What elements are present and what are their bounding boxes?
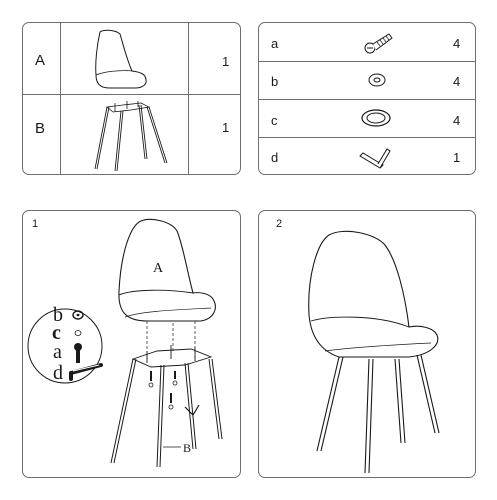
step-2-panel [258,210,476,478]
step-1-seat-label: A [153,261,164,276]
hardware-row-divider-1 [259,61,475,62]
spring-washer-icon [360,108,392,128]
allen-key-icon [357,143,393,171]
hardware-letter-d: d [271,150,279,165]
chair-leg-frame-icon [83,97,173,175]
parts-table-divider-left [60,23,61,174]
hardware-qty-b: 4 [453,74,461,89]
hardware-letter-b: b [271,74,279,89]
parts-table-divider-right [188,23,189,174]
hardware-row-divider-3 [259,137,475,138]
hardware-table [258,22,476,175]
hardware-qty-a: 4 [453,36,461,51]
parts-table [22,22,241,175]
parts-table-row-divider [23,94,240,95]
hardware-row-divider-2 [259,99,475,100]
hardware-letter-a: a [271,36,279,51]
flat-washer-icon [367,72,387,88]
part-letter-a: A [35,52,46,69]
part-qty-b: 1 [222,120,230,135]
chair-seat-shell-icon [83,27,173,93]
part-qty-a: 1 [222,54,230,69]
callout-label-d: d [53,362,63,384]
bolt-icon [363,29,393,55]
hardware-qty-c: 4 [453,113,461,128]
callout-label-b: b [53,304,63,326]
part-letter-b: B [35,120,46,137]
step-1-panel [22,210,241,478]
callout-label-a: a [53,341,62,363]
callout-label-c: c [52,322,61,344]
step-2-number: 2 [276,218,283,230]
hardware-qty-d: 1 [453,150,461,165]
step-1-number: 1 [32,218,39,230]
step-1-frame-label: B [183,441,192,455]
hardware-letter-c: c [271,113,278,128]
assembled-chair-drawing [259,211,477,479]
